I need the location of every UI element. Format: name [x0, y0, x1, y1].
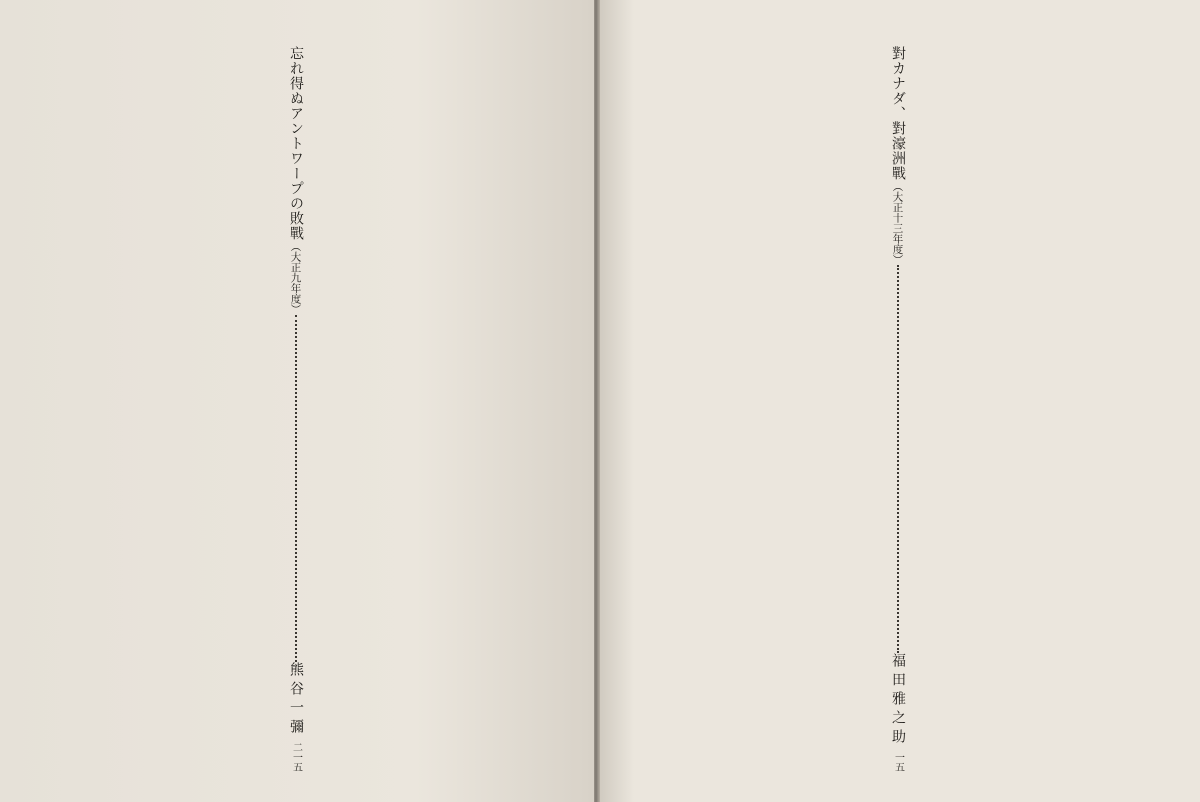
leader-dots — [295, 315, 297, 663]
toc-entry — [20, 46, 572, 772]
right-page — [598, 0, 1200, 802]
entry-page: 一五 — [892, 752, 904, 772]
left-page — [0, 0, 594, 802]
entry-title: 忘れ得ぬアントワープの敗戰 — [288, 46, 304, 241]
entry-author: 熊谷一彌 — [288, 662, 304, 738]
entry-page: 二一五 — [290, 742, 302, 772]
toc-entry — [0, 46, 20, 772]
entry-note: （大正十三年度） — [891, 181, 904, 265]
left-page-columns — [20, 46, 572, 772]
entry-note: （大正九年度） — [289, 241, 302, 315]
entry-title: 對カナダ、對濠洲戰 — [890, 46, 906, 181]
entry-author: 福田雅之助 — [890, 653, 906, 748]
leader-dots — [897, 265, 899, 653]
right-page-columns — [618, 46, 1178, 772]
toc-entry — [618, 46, 1178, 772]
